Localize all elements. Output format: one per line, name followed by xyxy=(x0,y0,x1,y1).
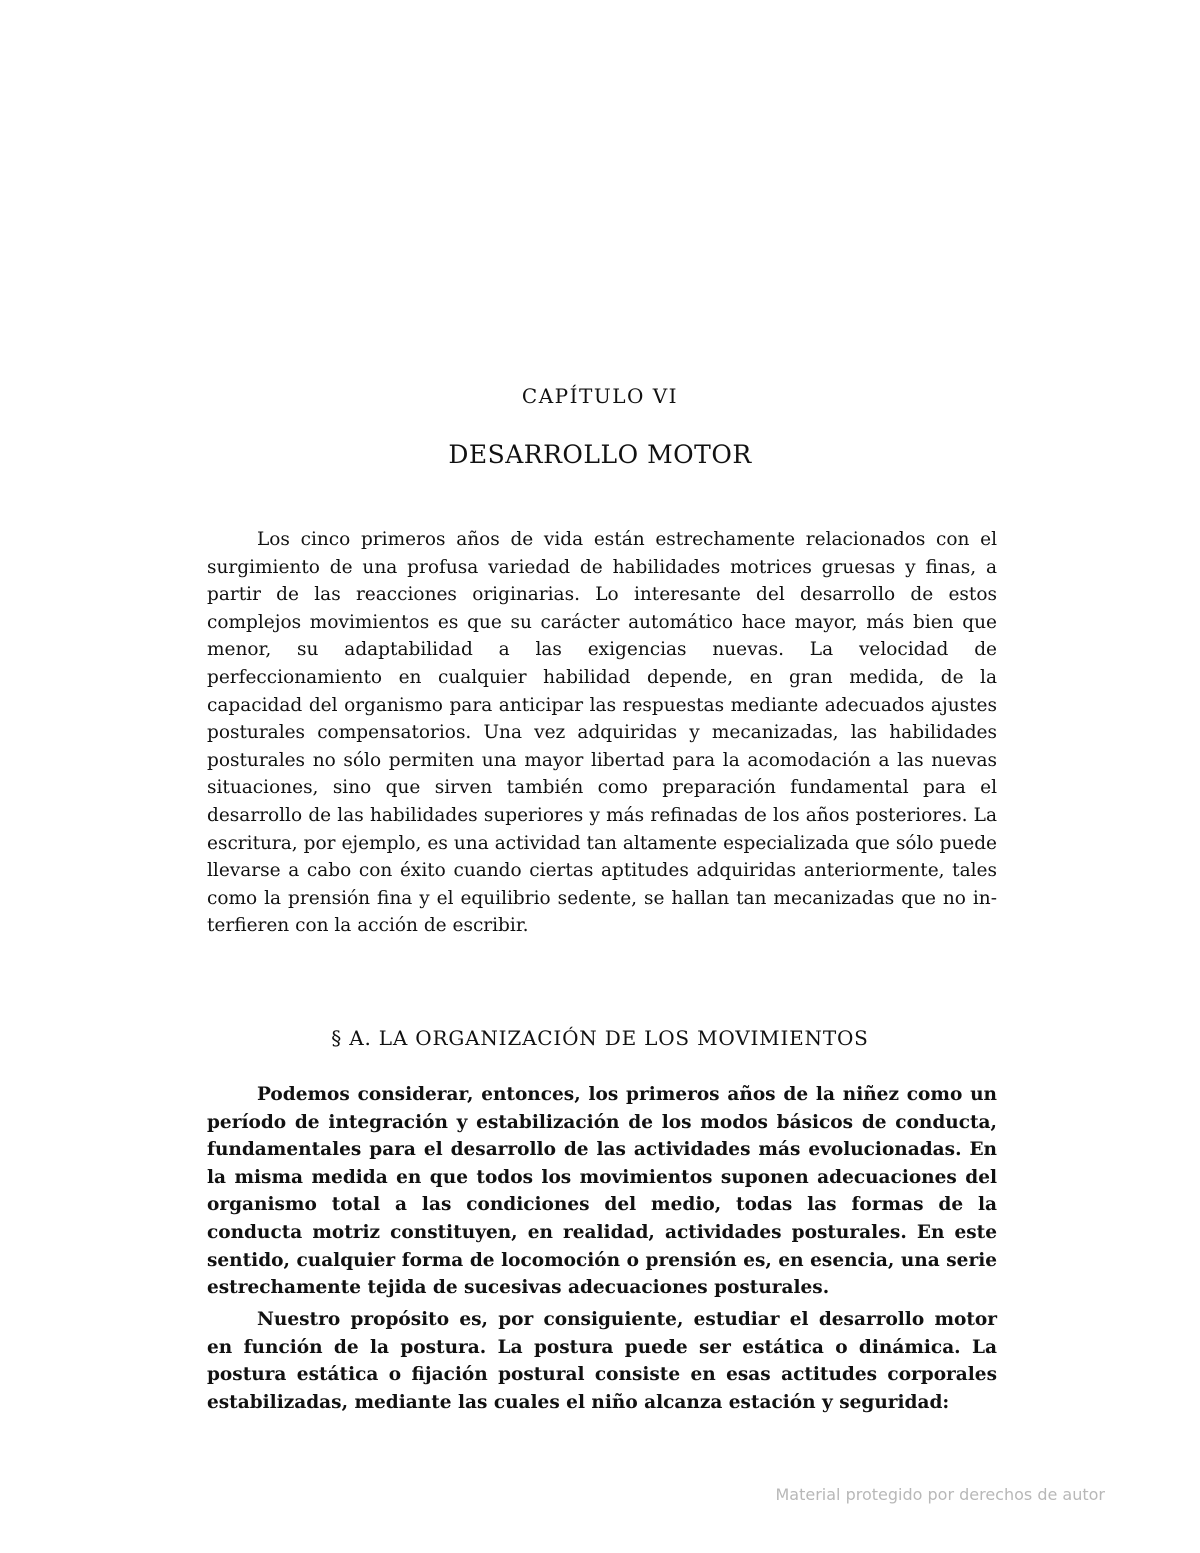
section-paragraph-2: Nuestro propósito es, por consiguiente, estudiar el desarrollo motor en función de la postura. La postura puede ser estática o dinámica. La postura estática o fijación postural consiste en esas actitudes corporales estabilizadas, mediante las cuales el niño alcanza estación y seguridad: xyxy=(207,1309,997,1413)
section-heading: § A. LA ORGANIZACIÓN DE LOS MOVIMIENTOS xyxy=(331,1026,869,1050)
section-paragraph-1: Podemos considerar, entonces, los primeros años de la niñez como un período de integración y estabilización de los modos básicos de conducta, fundamentales para el desarrollo de las actividades más evolucionadas. En la misma medida en que todos los movimientos suponen adecuaciones del organismo total a las condiciones del medio, todas las formas de la conducta motriz constituyen, en realidad, actividades posturales. En este sentido, cualquier forma de locomoción o prensión es, en esencia, una serie estrechamente tejida de sucesivas adecuaciones posturales. xyxy=(207,1084,997,1299)
intro-paragraph: Los cinco primeros años de vida están estrechamente relacionados con el surgimiento de una profusa variedad de habilidades motrices gruesas y finas, a partir de las reacciones originarias. Lo interesante del desarrollo de estos complejos movimientos es que su carácter automático hace mayor, más bien que menor, su adaptabilidad a las exigencias nuevas. La velocidad de perfeccionamiento en cualquier habilidad depende, en gran medida, de la capacidad del organismo para anticipar las respuestas mediante adecuados ajustes posturales compensatorios. Una vez adquiridas y mecanizadas, las habilidades posturales no sólo permiten una mayor libertad para la acomodación a las nuevas situaciones, sino que sirven también como preparación fundamental para el desarrollo de las habilidades superiores y más refinadas de los años posteriores. La escritura, por ejemplo, es una actividad tan altamente especializada que sólo puede llevarse a cabo con éxito cuando ciertas aptitudes adquiridas anteriormente, tales como la prensión fina y el equilibrio sedente, se hallan tan mecanizadas que no interfieren con la acción de escribir. xyxy=(207,529,997,937)
chapter-label: CAPÍTULO VI xyxy=(521,384,679,408)
chapter-title: DESARROLLO MOTOR xyxy=(448,440,752,469)
copyright-watermark: Material protegido por derechos de autor xyxy=(775,1485,1105,1504)
